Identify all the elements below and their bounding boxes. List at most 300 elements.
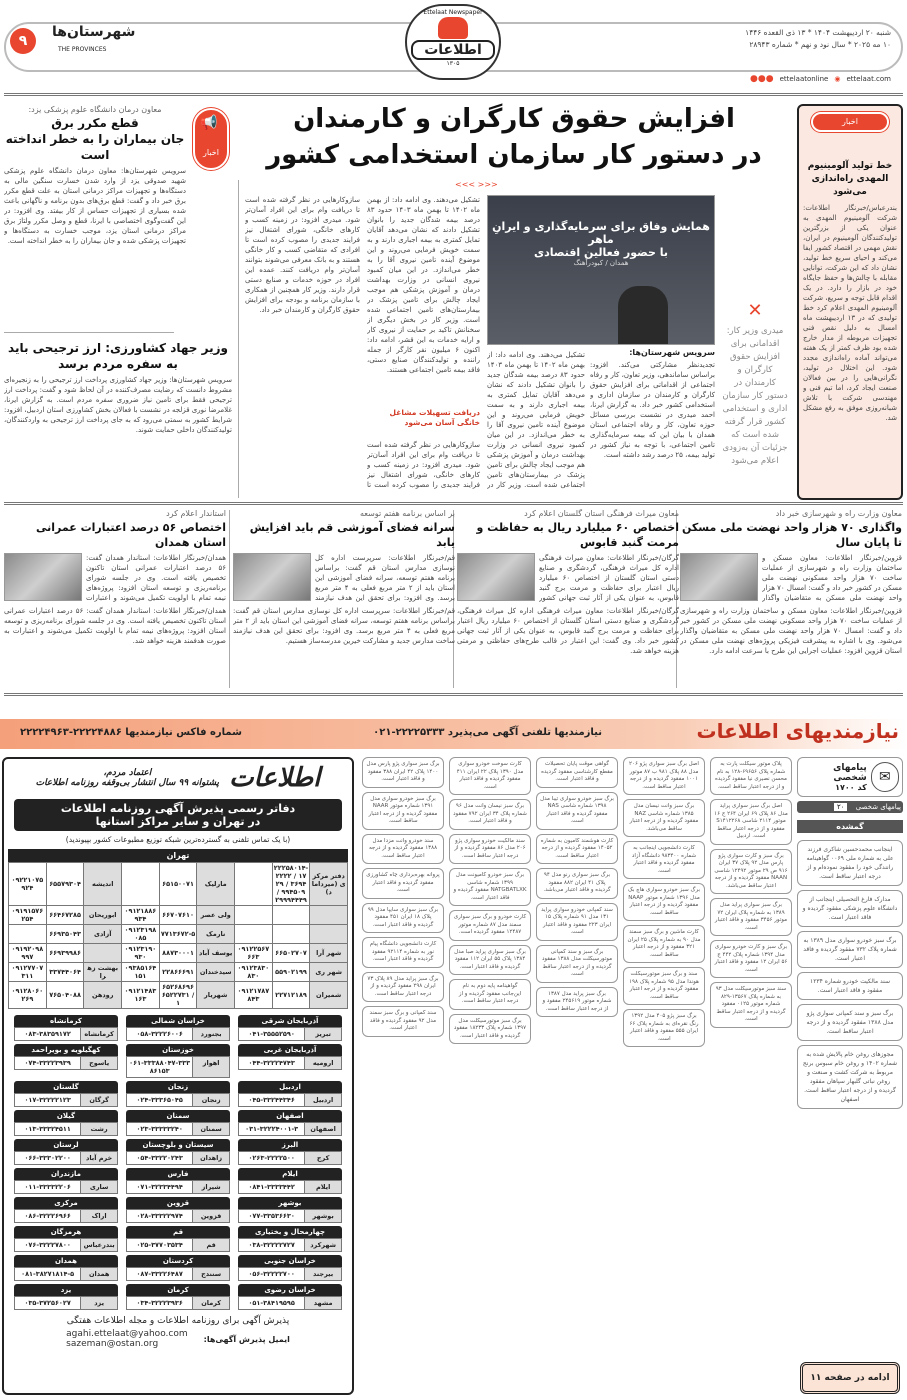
province-name: فارس [126,1168,230,1180]
table-cell: شهر ری [310,963,348,982]
province-city: زنجان [192,1094,229,1106]
left-top-body: سرویس شهرستان‌ها: معاون درمان دانشگاه علوم پزشکی شهید صدوقی یزد از وارد شدن خسارت سنگین مالی به دستگاه‌ها و تجهیزات مراکز درمانی استان به علت قطع مکرر برق خبر داد و گفت: قطع برق‌های بدون برنامه و ناگهانی باعث شده بسیاری از تجهیزات حساس از کار بیفتد. وی افزود: در این گفت‌وگوی اختصاصی با ایرنا، قطع و وصل مکرر ولتاژ برق مراکز درمانی استان یزد، موجب خسارت به دستگاه‌ها و تجهیزات پزشکی شده و جان بیماران را به خطر انداخته است. [4,167,186,245]
province-phone: ۰۵۸-۳۲۲۲۶۰۰۶ [136,1030,183,1038]
classifieds-grid [362,757,792,1397]
table-cell: ابوریحان [84,906,122,925]
personal-code: کد ۱۷۰۰ [835,782,867,792]
classified-ad: کارت خودرو و برگ سبز سواری سمند مدل ۸۷ شماره موتور ۱۲۴۸۷ مفقود گردیده است. [449,910,531,941]
province-block [126,1044,230,1078]
table-cell: ۰۹۳۸۵۱۶۴۱۵۱ [122,963,160,982]
personal-ad: اینجانب محمدحسین شاکری فرزند علی به شماره ملی ۰۰۶۹ گواهینامه رانندگی خود را مفقود نموده‌ام و از درجه اعتبار ساقط است. [797,840,903,886]
table-cell [310,925,348,944]
article-body: همدان/خبرنگار اطلاعات: استاندار همدان گفت: ۵۶ درصد اعتبارات عمرانی استان تاکنون تخصیص یافته است. وی در جلسه شورای برنامه‌ریزی و توسعه استان افزود: پروژه‌های نیمه تمام با اولویت تکمیل می‌شوند و اعتبارات [86,554,226,602]
personal-ad: سند مالکیت خودرو شماره ۱۲۳۴ مفقود و فاقد اعتبار است. [797,972,903,1000]
slogan-1: اعتماد مردم، [103,768,152,778]
table-cell [235,863,273,906]
classified-ad: کارت دانشجویی اینجانب به شماره ۹۸۳۴۰۰ دانشگاه آزاد مفقود گردیده و فاقد اعتبار است. [623,841,705,879]
divider [4,93,903,96]
continued-box[interactable]: ادامه در صفحه ۱۱ [800,1362,900,1394]
main-col-2b: سازوکارهایی در نظر گرفته شده است تا دریافت وام برای این افراد آسان‌تر شود. میدری افزود: در زمینه کسب و کارهای خانگی، شورای اشتغال نیز فرایند جدیدی را مصوب کرده است تا [367,441,480,489]
province-phone: ۰۳۱-۳۲۲۲۴۰۰۱-۳ [245,1125,299,1133]
left-bottom-title-1: وزیر جهاد کشاورزی: ارز ترجیحی باید [8,341,228,355]
province-name: مازندران [14,1168,118,1180]
province-phone: ۰۲۳-۳۳۳۳۳۲۴۰ [136,1125,183,1133]
province-phone: ۰۲۸-۳۳۳۲۲۹۷۴ [136,1212,183,1220]
table-cell: ۰۹۱۲۸۰۶۰۲۶۹ [9,982,47,1009]
article-photo [457,553,535,601]
province-block [14,1255,118,1281]
province-name: گیلان [14,1110,118,1122]
article-title: اختصاص ۵۶ درصد اعتبارات عمرانی استان همدان [36,521,226,549]
logo-arc-text: Ettelaat Newspaper [423,9,483,16]
table-cell: ۶۶۹۳۹۹۸۶ [46,944,84,963]
left-bottom-body: سرویس شهرستان‌ها: وزیر جهاد کشاورزی پرداخت ارز ترجیحی را به زنجیره‌ای مشروط دانست که رضایت مصرف‌کننده در آن لحاظ شود و گفت: پرداخت ارز ترجیحی فقط برای تامین نیاز ضروری سفره مردم است. به گزارش ایرنا، غلامرضا نوری قزلجه در نشست با فعالان بخش کشاورزی استان اردبیل، افزود: شرایط کشور به سمتی می‌رود که به جای پرداخت ارز ترجیحی به واردکنندگان، تولیدکنندگان داخلی حمایت شوند. [4,376,232,434]
page-number-badge: ۹ [10,28,36,54]
province-name: خراسان جنوبی [238,1255,342,1267]
province-name: البرز [238,1139,342,1151]
province-city: قزوین [192,1210,229,1222]
main-col-1b: تشکیل می‌دهند. وی ادامه داد: از بهمن ماه ۱۴۰۲ تا بهمن ماه ۱۴۰۳ حدود ۸۳ درصد بیمه شدگان جدید را بانوان تشکیل دادند که نشان می‌دهد آقایان تمایل کمتری به بیمه اجباری دارند و به سمت خویش فرمایی می‌روند و این موضوع آینده تامین نیروی آقا را به خطر می‌اندازد. در این میان کمبود نیروی انسانی در وزارت بهداشت درمان و آموزش پزشکی هم موجب ایجاد چالش برای تامین پزشک در بیمارستان‌های تامین اجتماعی شده است. وزیر کار در [487,351,585,489]
province-phone: ۰۴۵-۳۳۲۴۴۳۴۶ [248,1096,295,1104]
table-cell: نارمک [197,925,235,944]
province-name: اصفهان [238,1110,342,1122]
province-phone: ۰۴۱-۳۵۵۵۲۵۹۰ [248,1030,295,1038]
slogan-2: پشتوانه ۹۹ سال انتشار بی‌وقفه روزنامه اطلاعات [35,778,220,788]
province-phone: ۰۷۷-۳۳۵۳۶۶۳۰ [248,1212,295,1220]
news-box-body: بندرعباس/خبرنگار اطلاعات: شرکت آلومینیوم المهدی به عنوان یکی از بزرگترین تولیدکنندگان آلومینیوم در ایران، نقش مهمی در اقتصاد کشور ایفا می‌کند و احیای سریع خط تولید، نشان داد که این شرکت، توانایی مقابله با چالش‌ها و حفظ جایگاه خود در بازار را دارد. در یک اقدام قابل توجه و سریع، شرکت آلومینیوم المهدی اعلام کرد خط تولیدی که در ۱۳ اردیبهشت ماه امسال به دلیل نقص فنی تجهیزات مربوطه از مدار خارج شده بود ظرف کمتر از یک هفته می‌تواند آماده راه‌اندازی مجدد شود. این اختلال در تولید، نگرانی‌هایی را در بین فعالان صنعت ایجاد کرد، اما تیم فنی و مهندسی شرکت با تلاش شبانه‌روزی موفق به رفع مشکل شد. [803,204,897,422]
table-cell [235,925,273,944]
divider [4,502,903,505]
table-cell: ۶۵۵۷۹۳۰۴ [46,863,84,906]
classified-ad: سند کمپانی خودرو سواری پراید ۱۳۱ مدل ۹۱ شماره پلاک ۱۵ ایران ۲۲۳ مفقود و فاقد اعتبار است. [536,903,618,941]
pull-quote: میدری وزیر کار: اقدامانی برای افزایش حقوق کارگران و کارمندان در دستور کار سازمان اداری و استخدامی کشور قرار گرفته شده است که جزئیات آن به‌زودی اعلام می‌شود [722,326,788,466]
article-kicker: معاون میراث فرهنگی استان گلستان اعلام کرد [524,509,679,518]
classified-ad: برگ سبز وانت نیسان مدل ۱۳۸۵ شماره شاسی NAZ مفقود گردیده و از درجه اعتبار ساقط می‌باشد. [623,799,705,837]
province-phone: ۰۱۷-۳۲۲۲۲۱۲۳ [24,1096,71,1104]
province-city: همدان [80,1268,117,1280]
province-name: مرکزی [14,1197,118,1209]
province-name: هرمزگان [14,1226,118,1238]
personal-section [797,801,903,813]
classified-ad: برگ سبز خودرو کامیونت مدل ۱۳۹۹ شماره شاسی NATGBATLXK مفقود گردیده و فاقد اعتبار است. [449,868,531,906]
province-phone: ۰۴۴-۳۲۲۲۴۷۴۳ [248,1059,295,1067]
province-name: یزد [14,1284,118,1296]
classified-ad: کارت دانشجویی دانشگاه پیام نور به شماره ۹۲۱۱۴ مفقود گردیده و فاقد اعتبار است. [362,937,444,968]
date-line-2: ۱۰ مه ۲۰۲۵ * سال نود و نهم * شماره ۲۸۹۴۳ [749,40,891,49]
province-block [126,1015,230,1041]
classified-ad: برگ سبز نیسان وانت مدل ۹۶ شماره پلاک ۳۴ ایران ۷۹۲ مفقود و فاقد اعتبار است. [449,799,531,830]
province-name: قم [126,1226,230,1238]
article-body-cont: همدان/خبرنگار اطلاعات: استاندار همدان گفت: ۵۶ درصد اعتبارات عمرانی استان تاکنون تخصیص یافته است. وی در جلسه شورای برنامه‌ریزی و توسعه استان افزود: پروژه‌های نیمه تمام با اولویت تکمیل می‌شوند و اعتبارات به صورت هدفمند هزینه خواهد شد. [4,607,226,645]
province-block [238,1226,342,1252]
table-cell: اندیشه [84,863,122,906]
province-name: اردبیل [238,1081,342,1093]
personal-ad: برگ سبز خودرو سواری مدل ۱۳۸۹ به شماره پلاک ۷۳۲ مفقود گردیده و فاقد اعتبار است. [797,931,903,968]
province-phone: ۰۸۱-۳۸۲۷۱۸۱۴-۵ [21,1270,75,1278]
table-cell: ۶۶۷۰۷۶۱۰ [159,906,197,925]
main-col-2: تشکیل می‌دهند. وی ادامه داد: از بهمن ماه ۱۴۰۲ تا بهمن ماه ۱۴۰۳ حدود ۸۳ درصد بیمه شدگان جدید را بانوان تشکیل دادند که نشان می‌دهد آقایان تمایل کمتری به بیمه اجباری دارند و به سمت خویش فرمایی می‌روند و این موضوع آینده تامین نیروی آقا را به خطر می‌اندازد. در این میان کمبود نیروی انسانی در وزارت بهداشت درمان و آموزش پزشکی هم موجب ایجاد چالش برای تامین پزشک در بیمارستان‌های تامین اجتماعی شده است. وزیر کار در بخش دیگری از سخنانش تاکید بر حمایت از نیروی کار و ارایه خدمات به این قشر، ادامه داد: اکنون ۶ میلیون نفر کارگر از جمله راننده و تولیدکنندگان صنایع دستی، فاقد بیمه تامین اجتماعی هستند. [367,196,480,374]
article-kicker: معاون وزارت راه و شهرسازی خبر داد [775,509,902,518]
province-city: شیراز [192,1181,229,1193]
main-headline-2: در دستور کار سازمان استخدامی کشور [266,140,762,170]
classified-ad: برگ سبز و سند کمپانی موتورسیکلت مدل ۱۳۸۸ مفقود گردیده و از درجه اعتبار ساقط است. [536,945,618,983]
province-name: همدان [14,1255,118,1267]
table-row [9,925,348,944]
province-block [238,1255,342,1281]
social-links[interactable] [750,74,891,84]
province-phone: ۰۱۱-۳۳۳۳۲۲۰۶ [24,1183,71,1191]
classified-ad: پلاک موتور سیکلت پارت به شماره پلاک ۶۹۶۵۶-۱۲۸ به نام محسن نصیری نیا مفقود گردیده و از درجه اعتبار ساقط است. [710,757,792,795]
classified-ad: گواهی موقت پایان تحصیلات مقطع کارشناسی مفقود گردیده و فاقد اعتبار است. [536,757,618,788]
date-line-1: شنبه ۲۰ اردیبهشت ۱۴۰۴ * ۱۳ ذی القعده ۱۴۴۶ [745,28,891,37]
globe-icon: ◉ [834,75,841,83]
province-block [14,1139,118,1165]
table-cell: ۲۲۸۶۶۶۹۱ [159,963,197,982]
province-city: شهرکرد [304,1239,341,1251]
province-name: بوشهر [238,1197,342,1209]
province-phone: ۰۱۳-۳۳۳۲۴۵۱۱ [24,1125,71,1133]
province-phone: ۰۲۶۳-۲۲۲۲۵۰۰ [248,1154,295,1162]
left-title-1: قطع مکرر برق [51,116,139,130]
logo-year: ۱۳۰۵ [446,60,460,67]
article-title: واگذاری ۷۰ هزار واحد نهضت ملی مسکن تا پایان سال [681,521,902,549]
logo-text: اطلاعات [411,40,495,60]
news-box-title: خط تولید آلومینیوم المهدی راه‌اندازی می‌شود [807,161,893,197]
table-cell: ۶۶۴۶۷۲۸۵ [46,906,84,925]
personal-section-label: پیامهای شخصی [855,803,901,811]
classified-ad: برگ سبز سواری پراید صبا مدل ۱۳۸۴ پلاک ۵۵ ایران ۱۱۲ مفقود گردیده و فاقد اعتبار است. [449,945,531,976]
social-handle[interactable]: ettelaatonline [779,75,829,83]
email-label: ایمیل پذیرش آگهی‌ها: [203,1334,290,1344]
classified-ad: برگ سبز سواری رنو مدل ۹۴ پلاک ۴۱ ایران ۸۸۲ مفقود گردیده و فاقد اعتبار می‌باشد. [536,868,618,899]
article-photo [680,553,758,601]
column-divider [238,180,239,498]
province-block [238,1197,342,1223]
envelope-icon: ✉ [871,762,899,792]
personal-ads [797,840,903,1340]
left-divider [4,332,174,333]
table-cell: ۸۸۷۳۰۰۰۱ [159,944,197,963]
province-city: ارومیه [304,1057,341,1069]
province-phone: ۰۷۶-۳۲۲۲۷۸۰۰ [24,1241,71,1249]
speaker-figure [618,286,668,344]
office-title [14,799,342,831]
province-city: اردبیل [304,1094,341,1106]
province-block [126,1168,230,1194]
province-phone: ۰۶۶-۳۳۳۰۲۲۰۰ [24,1154,71,1162]
article-kicker: استاندار اعلام کرد [166,509,226,518]
classified-ad: کارت سوخت خودرو سواری مدل ۱۳۹۰ پلاک ۲۲ ایران ۴۱۱ مفقود گردیده و فاقد اعتبار است. [449,757,531,795]
classified-ad: برگ سبز سواری پژو پارس مدل ۱۴۰۰ پلاک ۴۲ ایران ۳۸۸ مفقود و فاقد اعتبار است. [362,757,444,788]
province-name: خراسان شمالی [126,1015,230,1027]
photo-banner-sub: همدان / کبودرآهنگ [573,259,629,267]
province-name: کرمان [126,1284,230,1296]
province-name: زنجان [126,1081,230,1093]
province-phone: ۰۷۴-۳۳۲۲۳۹۳۹ [24,1059,71,1067]
main-photo [487,195,715,345]
table-cell: ۰۹۱۲۳۸۳۰۸۳۰ [235,963,273,982]
province-name: خوزستان [126,1044,230,1056]
province-city: ساری [80,1181,117,1193]
province-name: آذربایجان شرقی [238,1015,342,1027]
table-cell [122,863,160,906]
classified-ad: برگ سبز پراید مدل ۱۳۸۷ شماره موتور ۲۴۵۶۱۹ مفقود و از درجه اعتبار ساقط است. [536,987,618,1018]
province-name: سیستان و بلوچستان [126,1139,230,1151]
province-city: گرگان [80,1094,117,1106]
province-city: خرم آباد [80,1152,117,1164]
classified-ad: سند کمپانی و برگ سبز سمند مدل ۹۲ مفقود گردیده و فاقد اعتبار است. [362,1006,444,1037]
left-title-2: جان بیماران را به خطر انداخته است [5,132,185,162]
table-cell: ۳۳۷۴۴۰۶۴ [46,963,84,982]
table-cell [272,925,310,944]
crossed-pens-icon: ✕ [747,300,763,321]
province-phone: ۰۵۴-۳۳۲۲۰۲۴۳ [136,1154,183,1162]
classified-ad: اصل برگ سبز سواری پژو ۲۰۶ مدل ۸۸ پلاک ۹۸۱ ب ۸۷ موتور ۱۰۰۱ مفقود گردیده و از درجه اعتبار ساقط است. [623,757,705,795]
megaphone-icon: 📢 [200,115,218,131]
province-city: قم [192,1239,229,1251]
classified-ad: برگ سبز و کارت خودرو سواری مدل ۱۳۹۴ شماره پلاک ۴۴۲ ج ۵۶ ایران ۱۲ مفقود و فاقد اعتبار است. [710,940,792,978]
province-name: آذربایجان غربی [238,1044,342,1056]
column-divider [229,510,230,688]
classified-ad: برگ سبز سواری سایپا مدل ۹۹ پلاک ۱۸ ایران ۴۵۱ مفقود گردیده و فاقد اعتبار است. [362,903,444,934]
province-city: سمنان [192,1123,229,1135]
classified-ad: برگ سبز موتورسیکلت مدل ۱۳۹۷ شماره پلاک ۱۸۲۳۳ مفقود گردیده و فاقد اعتبار است. [449,1014,531,1045]
office-box [2,757,354,1395]
ads-brand: نیازمندیهای اطلاعات [696,719,899,743]
photo-banner-2: با حضور فعالین اقتصادی [534,246,668,259]
ornament: <<< >>> [455,180,498,189]
office-logo: اطلاعات [229,763,321,793]
email-link-2[interactable]: sazeman@ostan.org [66,1339,159,1349]
classified-ad: برگ سبز سواری پراید مدل ۱۳۸۹ به شماره پلاک ایران ۷۲ موتور ۳۴۵۶ مفقود و فاقد اعتبار است. [710,898,792,936]
lead-label: سرویس شهرستان‌ها: [629,348,715,357]
table-cell [310,906,348,925]
table-cell: ۰۹۱۲۳۱۹۸۰۸۵ [122,925,160,944]
province-block [14,1168,118,1194]
article-body: قم/خبرنگار اطلاعات: سرپرست اداره کل نوسازی مدارس استان قم گفت: براساس برنامه هفتم توسعه، سرانه فضای آموزشی این استان باید از ۲ متر مربع فعلی به ۴ متر مربع برسد. وی افزود: برای تحقق این هدف نیازمند [315,554,455,602]
province-block [14,1110,118,1136]
province-block [126,1284,230,1310]
classified-ad: برگ سبز خودرو سواری تیبا مدل ۱۳۹۸ شماره شاسی NAS مفقود گردیده و فاقد اعتبار است. [536,792,618,830]
article-body-cont: قزوین/خبرنگار اطلاعات: معاون مسکن و ساختمان وزارت راه و شهرسازی از عملیات ساخت ۷۰ هزار واحد مسکونی نهضت ملی مسکن در کشور خبر داد و گفت: امسال ۷۰ هزار واحد نهضت ملی مسکن به متقاضیان واگذار می‌شود. وی با اشاره به پیشرفت فیزیکی پروژه‌های نهضت ملی مسکن در استان قزوین افزود: عملیات اجرایی این طرح با سرعت ادامه دارد. [680,607,902,655]
province-block [126,1110,230,1136]
row-article [680,508,902,688]
province-city: مشهد [304,1297,341,1309]
province-city: اصفهان [304,1123,341,1135]
province-phone: ۰۲۵-۳۷۷۰۳۵۳۴ [136,1241,183,1249]
province-name: گلستان [14,1081,118,1093]
province-name: سمنان [126,1110,230,1122]
classified-ad: کارت ماشین و برگ سبز سمند مدل ۹۰ به شماره پلاک ۲۵ ایران ۳۲۱ مفقود و از درجه اعتبار ساقط است. [623,925,705,963]
office-subtitle: (با یک تماس تلفنی به گسترده‌ترین شبکه توزیع مطبوعات کشور بپیوندید) [65,835,291,844]
table-cell: ۷۶۵۰۴۰۸۸ [46,982,84,1009]
classified-ad: برگ سبز خودرو سواری هاچ بک مدل ۱۳۹۶ شماره موتور NAAP مفقود گردیده و از درجه اعتبار ساقط است. [623,883,705,921]
province-name: خراسان رضوی [238,1284,342,1296]
newspaper-logo [405,4,501,80]
table-row [9,982,348,1009]
section-title: شهرستان‌ها [52,24,136,40]
province-city: زاهدان [192,1152,229,1164]
province-name: چهارمحال و بختیاری [238,1226,342,1238]
main-col-3: سازوکارهایی در نظر گرفته شده است تا دریافت وام برای این افراد آسان‌تر شود. میدری افزود: در زمینه کسب و کارهای خانگی، شورای اشتغال نیز فرایند جدیدی را مصوب کرده است تا افرادی که متقاضی کسب و کار خانگی هستند و به بانک معرفی می‌شوند بتوانند آسان‌تر وام دریافت کنند. عمده این افراد در حوزه خدمات و صنایع دستی قرار دارند. وزیر کار همچنین از همکاری با سازمان برنامه و بودجه برای افزایش حقوق کارگران و کارمندان خبر داد. [245,196,360,314]
classified-ad: اصل برگ سبز سواری پراید مدل ۸۶ پلاک ۶۹ ایران ۲۶۴ ج ۱۶ موتور ۲۱۱۴ شاسی S۱۴۱۲۲۶۸ مفقود و از درجه اعتبار ساقط است. اردبیل [710,799,792,845]
table-cell: ۵۵۹۰۲۱۹۹ [272,963,310,982]
province-phone: ۰۷۱-۳۲۳۳۴۴۹۴ [136,1183,183,1191]
classified-ad: سند خودرو وانت مزدا مدل ۱۳۸۸ مفقود گردیده و از درجه اعتبار ساقط است. [362,834,444,865]
personal-ad: برگ سبز و سند کمپانی سواری پژو مدل ۱۳۸۸ مفقود گردیده و از درجه اعتبار ساقط است. [797,1004,903,1041]
province-phone: ۰۸۴۱-۳۳۳۳۴۴۲ [248,1183,295,1191]
table-cell [235,906,273,925]
province-phone: ۰۸۶-۳۲۲۲۶۹۶۶ [24,1212,71,1220]
province-block [14,1081,118,1107]
table-cell: ۶۵۲۶۸۶۹۶ / ۶۵۲۲۷۳۱۱ [159,982,197,1009]
province-phone: ۰۸۷-۳۳۲۲۶۴۸۷ [136,1270,183,1278]
province-name: کردستان [126,1255,230,1267]
email-link-1[interactable]: agahi.ettelaat@yahoo.com [66,1329,188,1339]
table-cell: ۰۹۲۲۱۰۷۵۹۲۴ [9,863,47,906]
province-phone: ۰۳۴-۳۲۲۲۳۹۳۶ [136,1299,183,1307]
personal-ad: مدارک فارغ التحصیلی اینجانب از دانشگاه علوم پزشکی مفقود گردیده و فاقد اعتبار است. [797,890,903,927]
table-cell: ۰۹۱۹۲۰۹۸۹۹۷ [9,944,47,963]
province-block [126,1197,230,1223]
table-cell: ۲۲۷۱۲۱۸۹ [272,982,310,1009]
province-block [238,1044,342,1070]
province-city: کرمانشاه [80,1028,117,1040]
province-block [14,1197,118,1223]
ads-phone: نیازمندیها تلفنی آگهی می‌پذیرد ۲۲۲۲۵۳۳۳-۰۲۱ [373,727,602,738]
province-city: کرمان [192,1297,229,1309]
province-block [126,1139,230,1165]
table-cell: ولی عصر [197,906,235,925]
table-cell: ۰۹۱۲۷۷۰۷۳۱۱ [9,963,47,982]
table-row [9,963,348,982]
province-phone: ۰۲۴-۳۳۳۶۵۰۴۵ [136,1096,183,1104]
office-title-1: دفاتر رسمی پذیرش آگهی روزنامه اطلاعات [60,802,296,815]
table-cell: ۰۹۱۲۲۵۶۷۶۶۳ [235,944,273,963]
article-photo [4,553,82,601]
divider [4,693,903,696]
news-badge-left: اخبار [193,108,229,170]
table-cell: شهریار [197,982,235,1009]
province-block [126,1226,230,1252]
article-photo [233,553,311,601]
table-cell: ۶۶۵۰۲۷۰۷ [272,944,310,963]
province-block [238,1015,342,1041]
province-city: یاسوج [80,1057,117,1069]
left-top-article [4,104,186,328]
photo-banner-1: همایش وفاق برای سرمایه‌گذاری و ایرانِ ماهر [492,220,710,246]
table-cell: مارلیک [197,863,235,906]
classified-ad: سند سبز موتورسیکلت مدل ۹۳ به شماره پلاک ۱۳۵۶۷-۸۲۹ شماره موتور ۰۱۲۵ مفقود گردیده و از درجه اعتبار ساقط است. [710,982,792,1028]
section-title-en: THE PROVINCES [58,46,107,53]
table-cell: ۲۲۲۵۸۰۱۴-۱۷ / ۲۲۲۲۳۶۹۴ / ۲۹۹۹۴۵۰۹ / ۲۹۹۹۴۴۴۹ [273,864,309,904]
table-cell: بهشت زهرا [84,963,122,982]
table-cell [84,944,122,963]
province-block [14,1226,118,1252]
article-title: اختصاص ۶۰ میلیارد ریال به حفاظت و مرمت گنبد قابوس [476,521,679,549]
classified-ad: برگ سبز پژو ۴۰۵ مدل ۱۳۹۲ رنگ نقره‌ای به شماره پلاک ۶۶ ایران ۵۵۵ مفقود و فاقد اعتبار است. [623,1009,705,1047]
table-cell: آزادی [84,925,122,944]
left-kicker: معاون درمان دانشگاه علوم پزشکی یزد: [28,105,162,114]
province-city: اراک [80,1210,117,1222]
table-cell: یوسف آباد [197,944,235,963]
office-title-2: در تهران و سایر مراکز استانها [95,815,261,828]
social-icons[interactable]: ●●● [750,74,774,84]
table-row [9,906,348,925]
province-name: لرستان [14,1139,118,1151]
article-body: گرگان/خبرنگار اطلاعات: معاون میراث فرهنگی اداره کل میراث فرهنگی، گردشگری و صنایع دستی استان گلستان از اختصاص ۶۰ میلیارد ریال اعتبار برای حفاظت و مرمت برج گنبد قابوس، به عنوان یکی از آثار ثبت جهانی کشور [539,554,679,602]
province-block [126,1081,230,1107]
province-city: بندرعباس [80,1239,117,1251]
news-badge: اخبار [811,112,889,132]
table-cell: شمیران [310,982,348,1009]
personal-header [797,757,903,797]
province-name: ایلام [238,1168,342,1180]
table-cell: ۰۹۱۹۱۵۷۶۲۵۴ [9,906,47,925]
logo-emblem-icon [438,17,468,39]
province-city: کرج [304,1152,341,1164]
article-body: قزوین/خبرنگار اطلاعات: معاون مسکن و ساختمان وزارت راه و شهرسازی از عملیات ساخت ۷۰ هزار واحد مسکونی نهضت ملی مسکن در کشور خبر داد و گفت: امسال ۷۰ هزار واحد نهضت ملی مسکن به متقاضیان واگذار [762,554,902,602]
classified-ad: سند مالکیت خودرو سواری پژو ۲۰۶ مدل ۸۶ مفقود گردیده و از درجه اعتبار ساقط است. [449,834,531,865]
province-name: کرمانشاه [14,1015,118,1027]
ads-fax: شماره فاکس نیازمندیها ۲۲۲۲۴۸۸۶-۲۲۲۲۴۹۶۳ [20,727,242,738]
province-grid [8,1015,348,1313]
website-link[interactable]: ettelaat.com [846,75,891,83]
province-city: ایلام [304,1181,341,1193]
province-city: بیرجند [304,1268,341,1280]
province-phone: ۰۵۱-۳۸۴۱۹۵۹۵ [248,1299,295,1307]
row-article [457,508,679,688]
table-cell [9,925,47,944]
table-cell: شهر آرا [310,944,348,963]
tehran-header: تهران [8,849,348,862]
province-city: اهواز [192,1057,229,1077]
classified-ad: سند و برگ سبز موتورسیکلت هوندا مدل ۹۵ شماره پلاک ۱۹۸ مفقود گردیده و از درجه اعتبار ساقط است. [623,967,705,1005]
left-bottom-title-2: به سفره مردم برسد [58,357,178,371]
table-cell: ۰۹۱۲۳۱۹۰۹۳۰ [122,944,160,963]
table-cell: ۷۷۱۳۶۷۲-۵ [159,925,197,944]
province-block [14,1284,118,1310]
table-cell [272,906,310,925]
table-cell: ۰۹۱۲۱۴۸۳۱۶۳ [122,982,160,1009]
province-block [14,1015,118,1041]
article-body-cont: گرگان/خبرنگار اطلاعات: معاون میراث فرهنگی اداره کل میراث فرهنگی، گردشگری و صنایع دستی استان گلستان از اختصاص ۶۰ میلیارد ریال اعتبار برای حفاظت و مرمت برج گنبد قابوس، به عنوان یکی از آثار ثبت جهانی کشور خبر داد. وی گفت: این اعتبار در قالب طرح‌های حفاظتی و مرمتی هزینه خواهد شد. [457,607,679,655]
ads-banner [0,719,907,749]
left-bottom-article [4,340,232,498]
table-cell: ۰۹۱۲۱۷۸۷۸۴۳ [235,982,273,1009]
province-block [238,1081,342,1107]
row-article [4,508,226,688]
province-phone: ۰۵۶-۳۲۲۲۲۷۰۰ [248,1270,295,1278]
classified-ad: گواهینامه پایه دوم به نام این‌جانب مفقود گردیده و از درجه اعتبار ساقط است. [449,979,531,1010]
province-city: رشت [80,1123,117,1135]
province-city: تبریز [304,1028,341,1040]
province-block [238,1139,342,1165]
table-cell: ۶۶۹۳۵۰۴۳ [46,925,84,944]
province-block [14,1044,118,1070]
classified-ad: پروانه بهره‌برداری چاه کشاورزی مفقود گردیده و فاقد اعتبار است. [362,868,444,899]
table-cell: سیدخندان [197,963,235,982]
classified-ad: کارت هوشمند کامیون به شماره ۱۴۰۵۲ مفقود گردیده و از درجه اعتبار ساقط است. [536,834,618,865]
article-title: سرانه فضای آموزشی قم باید افزایش یابد [249,521,455,549]
province-city: بجنورد [192,1028,229,1040]
classified-ad: برگ سبز پراید مدل ۸۹ پلاک ۷۳ ایران ۲۹۸ مفقود گردیده و از درجه اعتبار ساقط است. [362,972,444,1003]
table-row [9,944,348,963]
main-col-1: تجدید‌نظر مشارکتی می‌کند. افزود: براساس ساماندهی، وزیر تعاون، کار و رفاه اجتماعی از اقداماتی برای افزایش حقوق کارگران و کارمندان در سازمان اداری و استخدامی کشور خبر داد. به گزارش ایرنا، احمد میدری در نشست بررسی مسائل حوزه تعاون، کار و رفاه اجتماعی استان همدان با بیان این که بیمه سرمایه‌گذاری تامین اجتماعی، با توجه به نیاز کشور در تولید بیمه، ۲۵ درصد رشد داشته است. [590,361,715,459]
province-name: قزوین [126,1197,230,1209]
province-phone: ۰۸۳-۳۸۳۵۹۱۷۲ [24,1030,71,1038]
subhead: دریافت تسهیلات مشاغل خانگی آسان می‌شود [389,408,480,427]
